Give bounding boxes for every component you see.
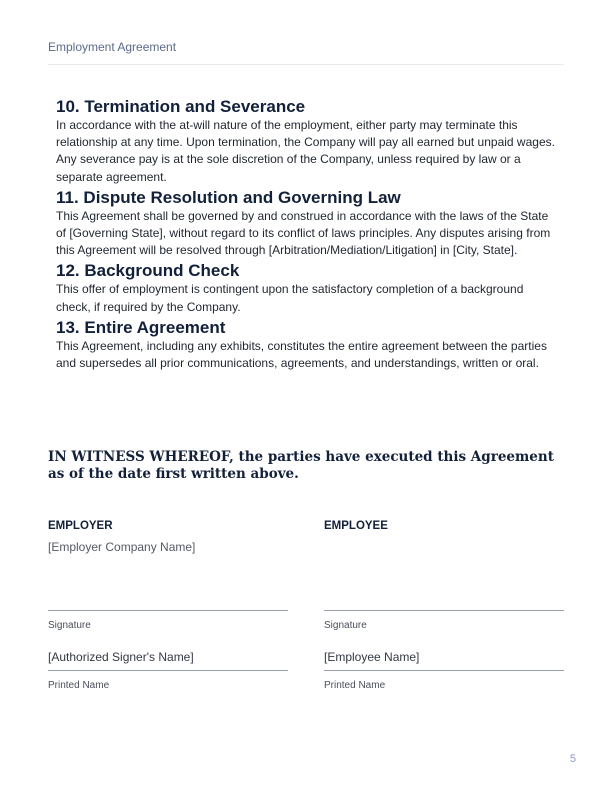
employee-printed-name-line[interactable] [324,670,564,671]
section-title-termination: 10. Termination and Severance [56,97,306,116]
employee-signature-caption: Signature [324,620,367,631]
employer-signature-line[interactable] [48,610,288,611]
employer-company-name: [Employer Company Name] [48,540,196,554]
employer-printed-name-line[interactable] [48,670,288,671]
employee-printed-name-value: [Employee Name] [324,650,420,664]
section-body-background-check: This offer of employment is contingent upon the satisfactory completion of a background check, if required by the Company. [56,282,524,314]
employee-signature-line[interactable] [324,610,564,611]
section-title-entire-agreement: 13. Entire Agreement [56,317,226,337]
section-body-termination: In accordance with the at-will nature of the employment, either party may terminate this relationship at any time. Upon termination, the Company will pay all earned but unpaid wages. Any severance pay is at the sole discretion of the Company, unless required by law or a separate agreement. [56,118,555,184]
employer-printed-name-value: [Authorized Signer's Name] [48,650,194,664]
section-body-entire-agreement: This Agreement, including any exhibits, constitutes the entire agreement between the parties and supersedes all prior communications, agreements, and understandings, written or oral. [56,338,547,371]
section-title-dispute-resolution: 11. Dispute Resolution and Governing Law [56,187,401,207]
section-title-background-check: 12. Background Check [56,261,240,281]
employee-company-name [324,540,564,555]
employer-signature-block [48,520,288,691]
agreement-sections [56,97,556,374]
employee-label: EMPLOYEE [324,520,388,532]
employee-signature-block [324,520,564,691]
employer-label: EMPLOYER [48,520,113,532]
document-title: Employment Agreement [48,40,177,54]
witness-statement: IN WITNESS WHEREOF, the parties have executed this Agreement as of the date first written above. [48,449,554,482]
employer-printed-name-caption: Printed Name [48,680,110,691]
document-header [48,40,564,65]
section-body-dispute-resolution: This Agreement shall be governed by and construed in accordance with the laws of the State of [Governing State], without regard to its conflict of laws principles. Any disputes arising from this Agreement will be resolved through [Arbitration/Mediation/Litigation] in [City, State]. [56,208,551,258]
page-number: 5 [569,753,576,765]
employee-printed-name-caption: Printed Name [324,680,386,691]
employer-signature-caption: Signature [48,620,91,631]
